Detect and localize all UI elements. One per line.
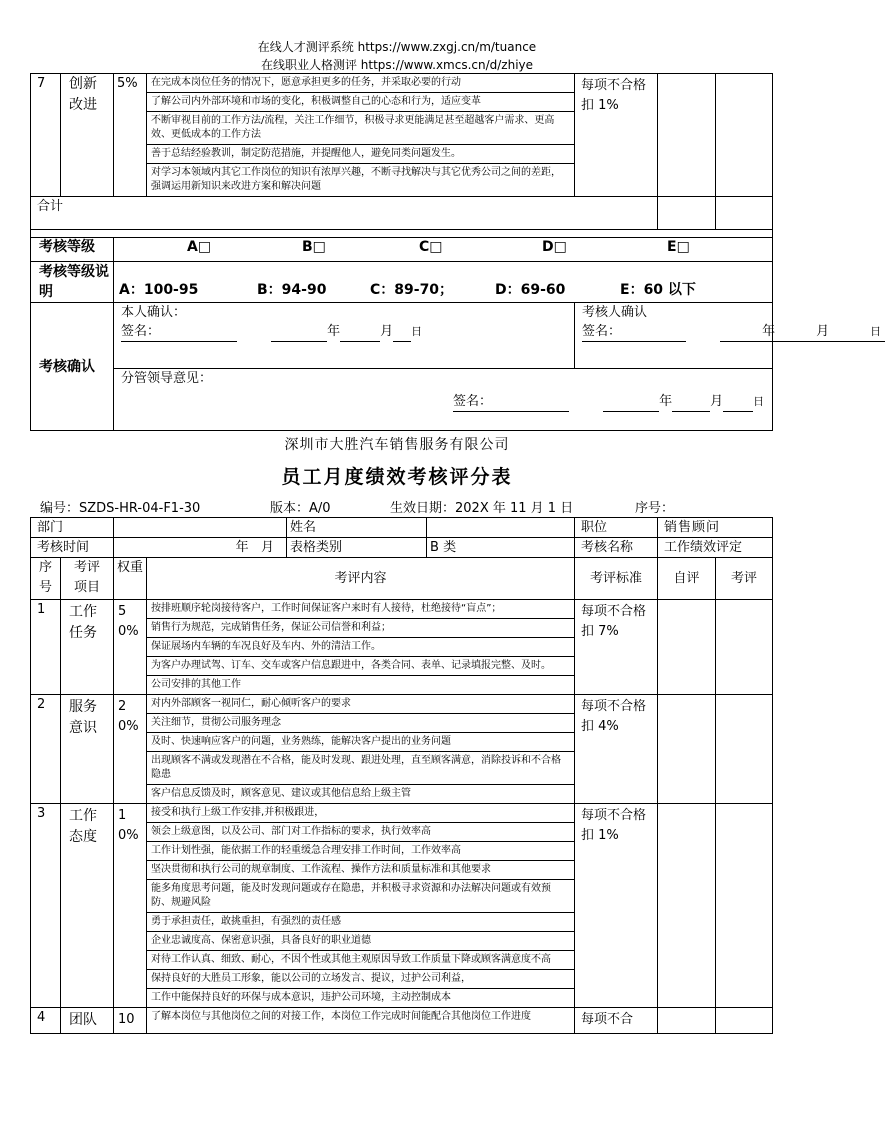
self-confirm-label: 本人确认： [121,305,187,320]
dept-label: 部门 [31,518,114,538]
content-line: 了解本岗位与其他岗位之间的对接工作，本岗位工作完成时间能配合其他岗位工作进度 [151,1011,532,1022]
grade-desc-d: D：69-60 [495,282,566,298]
grade-desc [114,262,773,303]
name-label: 姓名 [287,518,427,538]
content-line: 保证展场内车辆的车况良好及车内、外的清洁工作。 [147,638,574,657]
header-line-1: 在线人才测评系统 https://www.zxgj.cn/m/tuance [257,40,537,54]
form-title: 员工月度绩效考核评分表 [281,466,513,488]
row-no: 7 [31,74,61,197]
content-line: 不断审视目前的工作方法/流程，关注工作细节，积极寻求更能满足甚至超越客户需求、更高效、更低成本的工作方法 [147,112,574,145]
self-sign-field[interactable] [121,322,237,342]
day-label: 日 [753,395,765,408]
grade-options [114,238,773,262]
dept-field[interactable] [114,518,287,538]
content-line: 及时、快速响应客户的问题，业务熟练，能解决客户提出的业务问题 [147,733,574,752]
grade-d-checkbox[interactable]: D□ [542,239,567,255]
col-weight: 权重 [114,558,147,600]
top-section-table [30,73,882,431]
item-standard: 每项不合 [575,1008,658,1034]
grade-desc-label: 考核等级说明 [31,262,114,303]
grade-e-checkbox[interactable]: E□ [667,239,690,255]
sign-label: 签名： [582,324,622,339]
table-row [31,600,773,695]
content-line: 客户信息反馈及时，顾客意见、建议或其他信息给上级主管 [151,788,412,799]
grade-desc-e: E：60 以下 [620,282,696,298]
year-label: 年 [762,324,776,339]
item-standard: 每项不合格扣 7% [575,600,658,695]
grade-b-checkbox[interactable]: B□ [302,239,326,255]
content-line: 公司安排的其他工作 [151,679,242,690]
content-line: 勇于承担责任，敢挑重担，有强烈的责任感 [147,913,574,932]
row-standard: 每项不合格扣 1% [575,74,658,197]
assessor-score-cell[interactable] [716,600,773,695]
self-score-cell[interactable] [658,600,716,695]
row-contents [147,74,575,197]
assessor-confirm-label: 考核人确认 [582,305,648,320]
assessor-score-cell[interactable] [716,804,773,1008]
period-value[interactable]: 年 月 [114,538,287,558]
grade-label: 考核等级 [31,238,114,262]
item-no: 1 [31,600,61,695]
table-row [31,1008,773,1034]
content-line: 工作计划性强，能依据工作的轻重缓急合理安排工作时间，工作效率高 [147,842,574,861]
assess-name-label: 考核名称 [575,538,658,558]
content-line: 坚决贯彻和执行公司的规章制度、工作流程、操作方法和质量标准和其他要求 [147,861,574,880]
header-line-2: 在线职业人格测评 https://www.xmcs.cn/d/zhiye [260,58,534,72]
self-score-cell[interactable] [658,74,716,197]
item-no: 3 [31,804,61,1008]
grade-desc-c: C：89-70； [370,282,454,298]
item-no: 4 [31,1008,61,1034]
content-line: 按排班顺序轮岗接待客户，工作时间保证客户来时有人接待，杜绝接待“盲点”； [147,600,574,619]
total-self-cell[interactable] [658,197,716,230]
item-weight: 10 [114,1008,147,1034]
position-label: 职位 [575,518,658,538]
leader-sign-field[interactable] [453,392,569,412]
grade-desc-a: A：100-95 [119,282,199,298]
item-contents [147,804,575,1008]
grade-c-checkbox[interactable]: C□ [419,239,443,255]
confirm-label: 考核确认 [31,303,114,431]
content-line: 出现顾客不满或发现潜在不合格，能及时发现、跟进处理，直至顾客满意，消除投诉和不合格隐患 [147,752,574,785]
period-label: 考核时间 [31,538,114,558]
table-row [31,804,773,1008]
table-row [31,695,773,804]
item-name: 团队 [61,1008,114,1034]
item-contents [147,600,575,695]
item-contents [147,695,575,804]
item-name: 服务意识 [61,695,114,804]
row-item: 创新改进 [61,74,114,197]
content-line: 工作中能保持良好的环保与成本意识，违护公司环境，主动控制成本 [151,992,452,1003]
content-line: 了解公司内外部环境和市场的变化，积极调整自己的心态和行为，适应变革 [147,93,574,112]
position-value: 销售顾问 [658,518,773,538]
self-score-cell[interactable] [658,804,716,1008]
month-label: 月 [380,324,394,339]
total-label: 合计 [31,197,658,230]
row-weight: 5% [114,74,147,197]
sign-label: 签名： [453,394,493,409]
self-score-cell[interactable] [658,695,716,804]
assessor-score-cell[interactable] [716,74,773,197]
content-line: 销售行为规范，完成销售任务，保证公司信誉和利益； [147,619,574,638]
content-line: 能多角度思考问题，能及时发现问题或存在隐患，并积极寻求资源和办法解决问题或有效预防、规避风险 [147,880,574,913]
col-standard: 考评标准 [575,558,658,600]
effective-date: 生效日期：202X 年 11 月 1 日 [390,501,574,516]
leader-opinion-area[interactable] [114,369,773,431]
form-version: 版本：A/0 [270,501,331,516]
assessor-score-cell[interactable] [716,695,773,804]
company-name: 深圳市大胜汽车销售服务有限公司 [284,437,510,453]
assessor-sign-field[interactable] [582,322,686,342]
item-standard: 每项不合格扣 4% [575,695,658,804]
form-type-label: 表格类别 [287,538,427,558]
year-label: 年 [659,394,673,409]
item-weight: 50% [114,600,147,695]
sign-label: 签名： [121,324,161,339]
content-line: 对待工作认真、细致、耐心，不因个性或其他主观原因导致工作质量下降或顾客满意度不高 [147,951,574,970]
content-line: 在完成本岗位任务的情况下，愿意承担更多的任务，并采取必要的行动 [147,74,574,93]
item-name: 工作态度 [61,804,114,1008]
item-name: 工作任务 [61,600,114,695]
grade-desc-b: B：94-90 [257,282,327,298]
day-label: 日 [870,325,882,338]
content-line: 对学习本领域内其它工作岗位的知识有浓厚兴趣，不断寻找解决与其它优秀公司之间的差距，强调运用新知识来改进方案和解决问题 [151,167,561,192]
year-label: 年 [327,324,341,339]
content-line: 企业忠诚度高、保密意识强，具备良好的职业道德 [147,932,574,951]
col-no: 序号 [31,558,61,600]
assessor-confirm-area [575,303,882,369]
col-content: 考评内容 [147,558,575,600]
month-label: 月 [816,324,830,339]
serial-number: 序号： [635,501,675,516]
name-field[interactable] [427,518,575,538]
content-line: 为客户办理试驾、订车、交车或客户信息跟进中，各类合同、表单、记录填报完整、及时。 [147,657,574,676]
content-line: 领会上级意图，以及公司、部门对工作指标的要求，执行效率高 [147,823,574,842]
content-line: 接受和执行上级工作安排,并积极跟进， [147,804,574,823]
col-item: 考评项目 [61,558,114,600]
grade-a-checkbox[interactable]: A□ [187,239,212,255]
self-score-cell[interactable] [658,1008,716,1034]
assess-name-value: 工作绩效评定 [658,538,773,558]
main-form-table [30,517,773,1034]
col-self: 自评 [658,558,716,600]
content-line: 善于总结经验教训，制定防范措施，并提醒他人，避免同类问题发生。 [147,145,574,164]
item-contents [147,1008,575,1034]
items-body [31,600,773,1034]
month-label: 月 [710,394,724,409]
item-weight: 10% [114,804,147,1008]
assessor-score-cell[interactable] [716,1008,773,1034]
content-line: 对内外部顾客一视同仁，耐心倾听客户的要求 [147,695,574,714]
item-weight: 20% [114,695,147,804]
day-label: 日 [411,325,423,338]
item-standard: 每项不合格扣 1% [575,804,658,1008]
content-line: 保持良好的大胜员工形象，能以公司的立场发言、提议，过护公司利益， [147,970,574,989]
col-assessor: 考评 [716,558,773,600]
form-code: 编号：SZDS-HR-04-F1-30 [40,501,201,516]
content-line: 关注细节，贯彻公司服务理念 [147,714,574,733]
leader-opinion-label: 分管领导意见： [121,371,213,386]
self-confirm-area [114,303,575,369]
item-no: 2 [31,695,61,804]
form-type-value: B 类 [427,538,575,558]
total-assessor-cell[interactable] [716,197,773,230]
